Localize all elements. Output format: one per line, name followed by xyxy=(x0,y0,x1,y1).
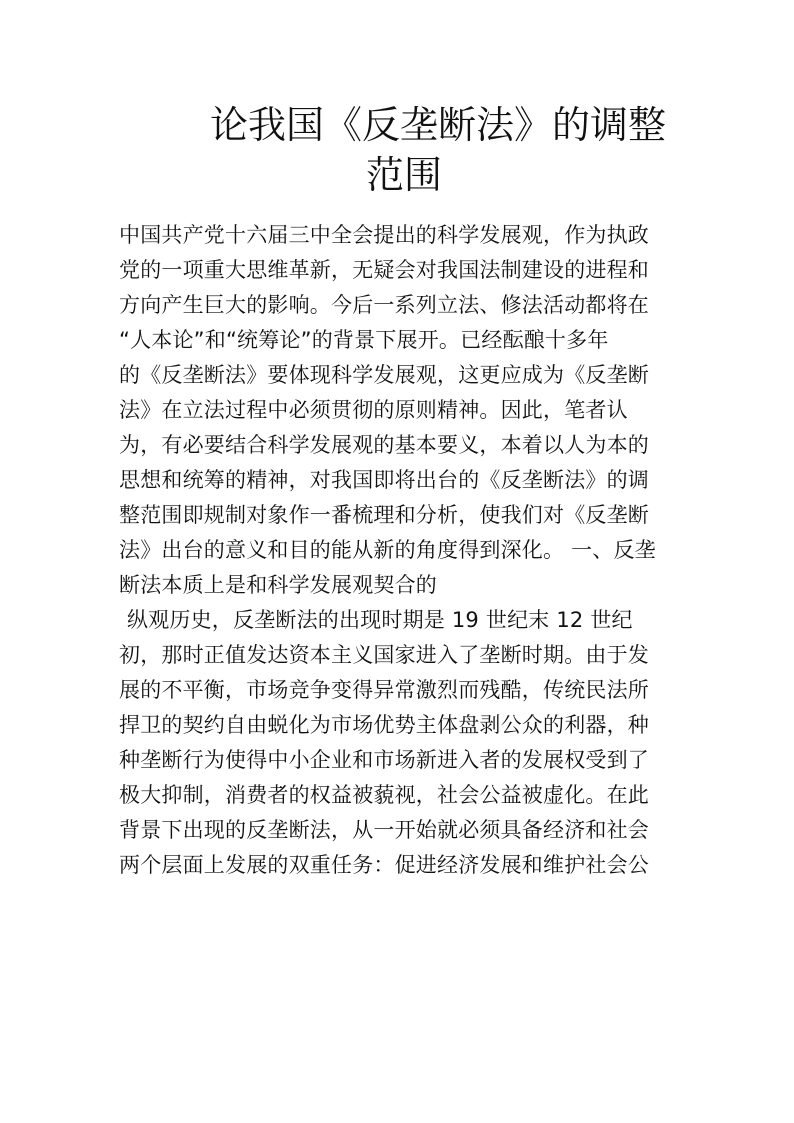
body-line: 种垄断行为使得中小企业和市场新进入者的发展权受到了 xyxy=(119,748,649,772)
body-line: “人本论”和“统筹论”的背景下展开。已经酝酿十多年 xyxy=(119,328,609,352)
body-line: 两个层面上发展的双重任务：促进经济发展和维护社会公 xyxy=(119,853,649,877)
body-line: 初，那时正值发达资本主义国家进入了垄断时期。由于发 xyxy=(119,643,649,667)
document-title xyxy=(210,100,670,200)
body-line: 党的一项重大思维革新，无疑会对我国法制建设的进程和 xyxy=(119,258,649,282)
body-line: 的《反垄断法》要体现科学发展观，这更应成为《反垄断 xyxy=(119,363,649,387)
body-line: 捍卫的契约自由蜕化为市场优势主体盘剥公众的利器，种 xyxy=(119,713,649,737)
body-line: 展的不平衡，市场竞争变得异常激烈而残酷，传统民法所 xyxy=(119,678,649,702)
body-line: 中国共产党十六届三中全会提出的科学发展观，作为执政 xyxy=(119,223,649,247)
body-line: 为，有必要结合科学发展观的基本要义，本着以人为本的 xyxy=(119,433,649,457)
body-line: 整范围即规制对象作一番梳理和分析，使我们对《反垄断 xyxy=(119,503,649,527)
title-line-1: 论我国《反垄断法》的调整 xyxy=(210,103,667,147)
body-line: 纵观历史，反垄断法的出现时期是 19 世纪末 12 世纪 xyxy=(127,608,633,632)
body-line: 断法本质上是和科学发展观契合的 xyxy=(119,573,437,597)
body-line: 方向产生巨大的影响。今后一系列立法、修法活动都将在 xyxy=(119,293,649,317)
body-line: 极大抑制，消费者的权益被藐视，社会公益被虚化。在此 xyxy=(119,783,649,807)
document-body xyxy=(119,218,689,883)
body-line: 思想和统筹的精神，对我国即将出台的《反垄断法》的调 xyxy=(119,468,649,492)
title-line-2: 范围 xyxy=(366,153,443,197)
body-line: 背景下出现的反垄断法，从一开始就必须具备经济和社会 xyxy=(119,818,649,842)
body-line: 法》在立法过程中必须贯彻的原则精神。因此，笔者认 xyxy=(119,398,628,422)
body-line: 法》出台的意义和目的能从新的角度得到深化。 一、反垄 xyxy=(119,538,656,562)
